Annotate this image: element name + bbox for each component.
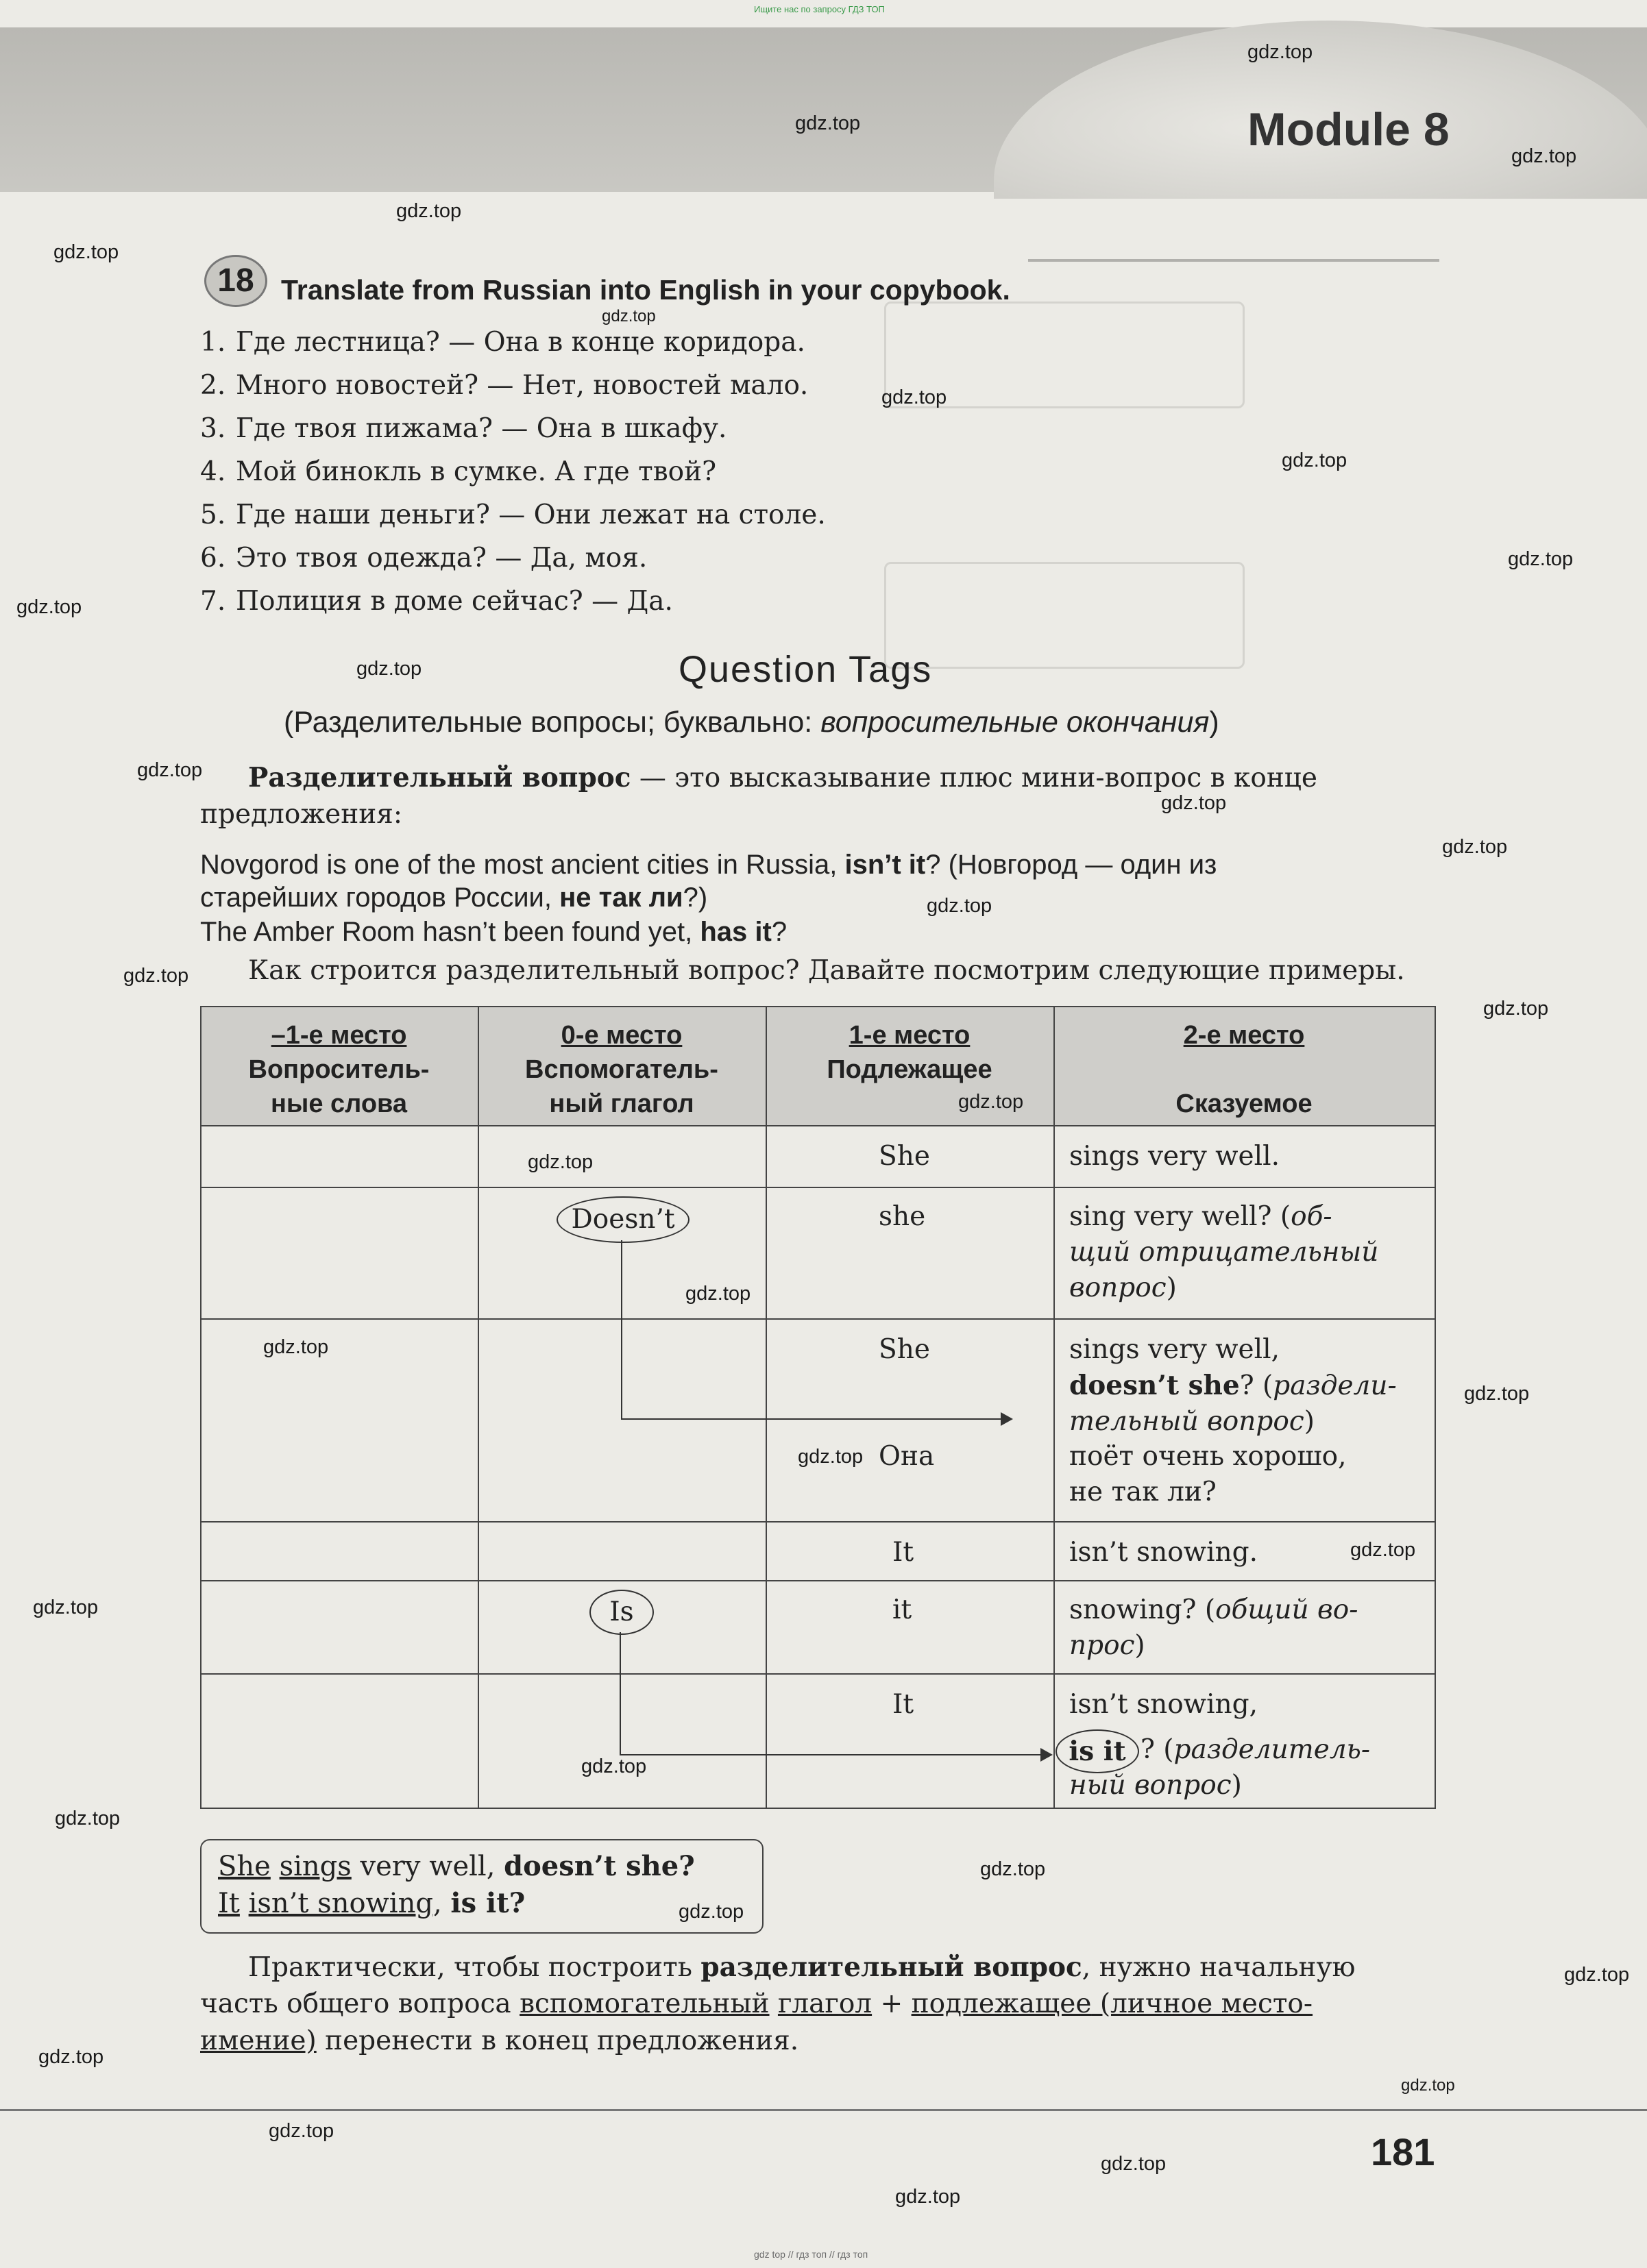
watermark: gdz.top xyxy=(1483,998,1549,1020)
watermark: gdz.top xyxy=(685,1283,751,1305)
page-number: 181 xyxy=(1371,2130,1435,2173)
table-border xyxy=(200,1125,1436,1126)
watermark: gdz.top xyxy=(1350,1539,1416,1561)
table-border xyxy=(200,1521,1436,1523)
cell-predicate-ru: поёт очень хорошо, не так ли? xyxy=(1069,1441,1347,1507)
cell-subject: it xyxy=(892,1594,912,1625)
arrow-connector xyxy=(620,1754,1043,1755)
watermark: gdz.top xyxy=(33,1597,99,1618)
table-border xyxy=(200,1318,1436,1320)
footer-rule xyxy=(0,2109,1647,2111)
watermark: gdz.top xyxy=(581,1755,647,1777)
watermark: gdz.top xyxy=(1464,1383,1530,1405)
exercise-title: Translate from Russian into English in your copybook. xyxy=(281,274,1010,306)
watermark: gdz.top xyxy=(1401,2076,1455,2095)
list-item: 3. Где твоя пижама? — Она в шкафу. xyxy=(200,413,727,444)
watermark: gdz.top xyxy=(356,658,422,680)
list-item: 1. Где лестница? — Она в конце коридора. xyxy=(200,327,805,358)
watermark: gdz.top xyxy=(528,1151,594,1173)
section-subtitle: (Разделительные вопросы; буквально: вопросительные окончания) xyxy=(284,706,1219,739)
watermark: gdz.top xyxy=(1508,548,1574,570)
watermark: gdz.top xyxy=(16,596,82,618)
table-border xyxy=(200,1808,1436,1809)
list-item: 6. Это твоя одежда? — Да, моя. xyxy=(200,543,648,574)
cell-predicate: sing very well? (об- щий отрицательный вопрос) xyxy=(1069,1201,1379,1303)
exercise-number: 18 xyxy=(204,255,267,307)
section-title: Question Tags xyxy=(679,649,933,690)
cell-predicate: snowing? (общий во- прос) xyxy=(1069,1594,1358,1661)
table-border xyxy=(200,1187,1436,1188)
auxiliary-oval: Is xyxy=(589,1590,654,1635)
module-title: Module 8 xyxy=(1247,103,1450,156)
summary-line-2: It isn’t snowing, is it? xyxy=(218,1887,526,1919)
conclusion-line-2: часть общего вопроса вспомогательный глагол + подлежащее (личное место- xyxy=(200,1988,1313,2019)
watermark: gdz.top xyxy=(1101,2153,1167,2175)
arrow-connector xyxy=(620,1632,621,1755)
table-border xyxy=(200,1006,1436,1007)
watermark: gdz.top xyxy=(263,1336,329,1358)
watermark: gdz.top xyxy=(1442,836,1508,858)
cell-subject-ru: Она xyxy=(879,1441,935,1472)
auxiliary-oval: Doesn’t xyxy=(557,1196,690,1243)
example-1-line-1: Novgorod is one of the most ancient cities in Russia, isn’t it? (Новгород — один из xyxy=(200,850,1217,880)
intro-line-1: Разделительный вопрос — это высказывание плюс мини-вопрос в конце xyxy=(248,762,1317,793)
watermark: gdz.top xyxy=(881,386,947,408)
tag-oval: is it xyxy=(1056,1729,1139,1773)
cell-predicate: isn’t snowing. xyxy=(1069,1537,1258,1568)
table-header-cell: 1-е место Подлежащее xyxy=(827,1021,992,1084)
example-2: The Amber Room hasn’t been found yet, has it? xyxy=(200,917,788,947)
watermark: gdz.top xyxy=(38,2046,104,2068)
summary-line-1: She sings very well, doesn’t she? xyxy=(218,1850,695,1882)
intro-line-2: предложения: xyxy=(200,799,402,830)
watermark: gdz.top xyxy=(958,1091,1024,1113)
list-item: 2. Много новостей? — Нет, новостей мало. xyxy=(200,370,809,401)
conclusion-line-3: имение) перенести в конец предложения. xyxy=(200,2025,799,2056)
cell-predicate: sings very well. xyxy=(1069,1141,1280,1172)
watermark: gdz.top xyxy=(798,1446,864,1468)
list-item: 7. Полиция в доме сейчас? — Да. xyxy=(200,586,673,617)
cell-subject: She xyxy=(879,1334,930,1365)
arrow-connector xyxy=(621,1240,622,1420)
list-item: 4. Мой бинокль в сумке. А где твой? xyxy=(200,456,717,487)
question-tags-table xyxy=(200,1006,1436,1809)
cell-predicate-note: ный вопрос) xyxy=(1069,1770,1242,1801)
watermark: gdz.top xyxy=(1282,449,1347,471)
arrow-connector xyxy=(621,1418,1005,1420)
watermark: gdz.top xyxy=(396,200,462,222)
watermark: gdz.top xyxy=(1161,792,1227,814)
cell-subject: She xyxy=(879,1141,930,1172)
table-border xyxy=(200,1580,1436,1581)
list-item: 5. Где наши деньги? — Они лежат на столе. xyxy=(200,500,826,530)
cell-subject: It xyxy=(892,1689,914,1720)
watermark: gdz.top xyxy=(679,1901,744,1923)
watermark: gdz.top xyxy=(123,965,189,987)
watermark: gdz.top xyxy=(602,307,656,325)
bleed-box-minus xyxy=(884,562,1245,669)
table-border xyxy=(200,1673,1436,1675)
cell-subject: she xyxy=(879,1201,926,1232)
watermark: gdz.top xyxy=(55,1808,121,1829)
table-header-cell: 2-е место Сказуемое xyxy=(1175,1021,1313,1118)
table-header-cell: 0-е место Вспомогатель- ный глагол xyxy=(525,1021,718,1118)
cell-subject: It xyxy=(892,1537,914,1568)
conclusion-line-1: Практически, чтобы построить разделительный вопрос, нужно начальную xyxy=(248,1951,1356,1983)
bleed-rule xyxy=(1028,259,1439,262)
arrow-head xyxy=(1040,1748,1053,1762)
watermark: gdz.top xyxy=(980,1858,1046,1880)
watermark: gdz.top xyxy=(1511,145,1577,167)
bottom-banner[interactable]: gdz top // гдз топ // гдз топ xyxy=(754,2249,868,2260)
table-header-cell: –1-е место Вопроситель- ные слова xyxy=(248,1021,430,1118)
arrow-head xyxy=(1001,1412,1013,1426)
top-banner[interactable]: Ищите нас по запросу ГДЗ ТОП xyxy=(754,4,885,14)
watermark: gdz.top xyxy=(795,112,861,134)
watermark: gdz.top xyxy=(1247,41,1313,63)
cell-predicate: isn’t snowing, xyxy=(1069,1689,1258,1720)
watermark: gdz.top xyxy=(895,2186,961,2208)
watermark: gdz.top xyxy=(1564,1964,1630,1986)
watermark: gdz.top xyxy=(269,2120,334,2142)
watermark: gdz.top xyxy=(137,759,203,781)
cell-predicate-note: ? (разделитель- xyxy=(1140,1734,1371,1765)
watermark: gdz.top xyxy=(927,895,992,917)
intro-question: Как строится разделительный вопрос? Давайте посмотрим следующие примеры. xyxy=(248,955,1405,986)
example-1-line-2: старейших городов России, не так ли?) xyxy=(200,883,708,913)
watermark: gdz.top xyxy=(53,241,119,263)
exercise-list xyxy=(200,321,826,623)
cell-predicate: sings very well, doesn’t she? (раздели- тельный вопрос) xyxy=(1069,1334,1397,1437)
